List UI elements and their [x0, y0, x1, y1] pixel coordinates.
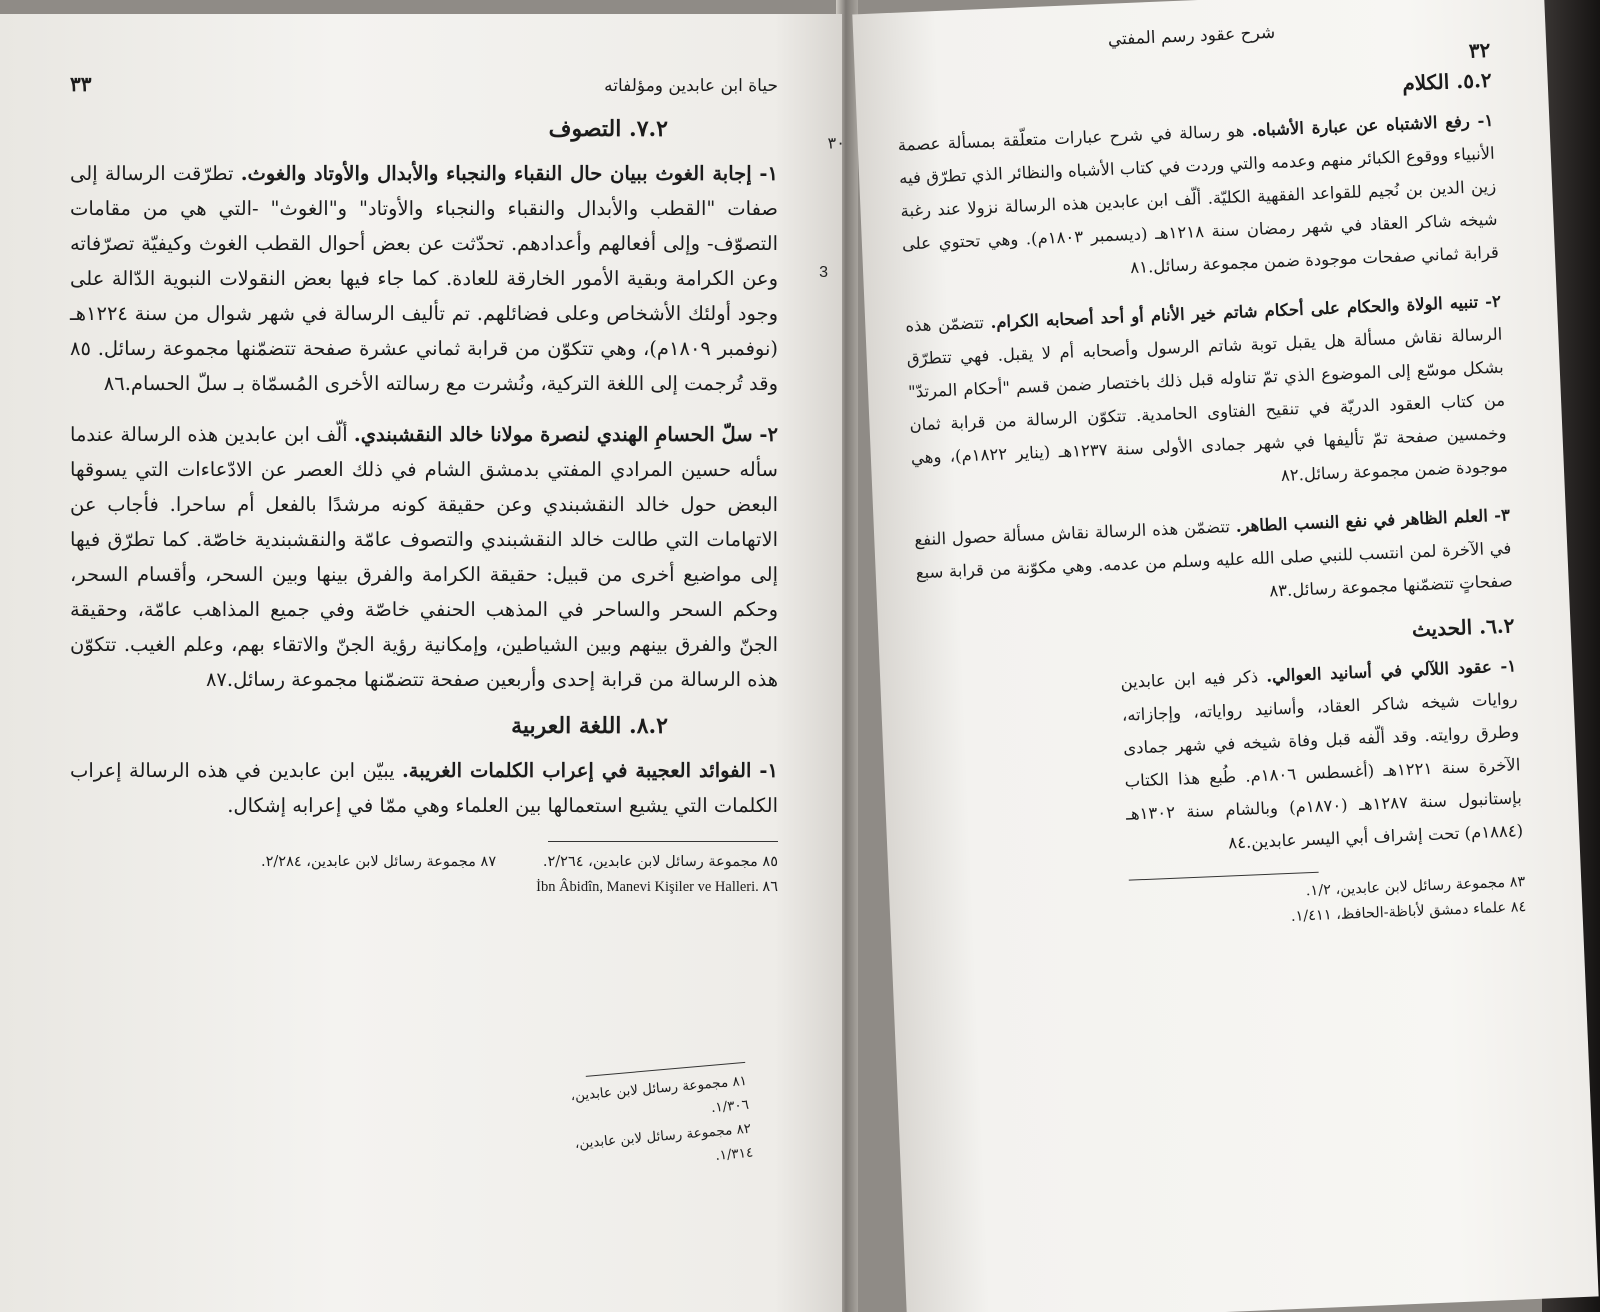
footnotes-column-b — [261, 850, 496, 900]
section-title-arabic: ٨.٢. اللغة العربية — [511, 713, 668, 739]
entry-hadith-1 — [1120, 649, 1524, 863]
right-page-number: ٣٢ — [1468, 37, 1491, 63]
entry-title: ١- إجابة الغوث ببيان حال النقباء والنجباء والأبدال والأوتاد والغوث. — [240, 162, 778, 185]
entry-kalam-2 — [905, 285, 1509, 508]
right-page — [827, 0, 1598, 1312]
footnotes-column-a — [536, 850, 778, 900]
entry-sufism-2 — [70, 417, 778, 697]
footnote-rule — [548, 841, 778, 842]
left-page-number: ٣٣ — [70, 72, 92, 96]
footnote-85: ٨٥ مجموعة رسائل لابن عابدين، ٢/٢٦٤. — [542, 854, 778, 870]
entry-arabic-1 — [70, 753, 778, 823]
right-margin-number: ٣٠ — [827, 134, 846, 153]
footnote-82: ٨٢ مجموعة رسائل لابن عابدين، ١/٣١٤. — [574, 1120, 754, 1164]
entry-title: ٣- العلم الظاهر في نفع النسب الطاهر. — [1235, 505, 1511, 536]
right-side-footnotes — [556, 1062, 754, 1181]
entry-title: ١- رفع الاشتباه عن عبارة الأشباه. — [1251, 110, 1494, 140]
right-running-title: شرح عقود رسم المفتي — [1107, 22, 1276, 50]
entry-kalam-1 — [897, 104, 1499, 294]
entry-body: يبيّن ابن عابدين في هذه الرسالة إعراب الكلمات التي يشيع استعمالها بين العلماء وهي ممّا في إعرابه إشكال. — [70, 759, 778, 817]
section-title-hadith: ٦.٢. الحديث — [1411, 613, 1515, 642]
entry-body: تتضمّن هذه الرسالة نقاش مسألة هل يقبل توبة شاتم الرسول وأصحابه أم لا يقبل. فهي تتطرّق بشكل موسّع إلى الموضوع الذي تمّ تناوله قبل ذلك باختصار ضمن قسم "أحكام المرتدّ" من كتاب العقود الدريّة في تنقيح الفتاوى الحامدية. تتكوّن الرسالة من قرابة ثمان وخمسين صفحة تمّ تأليفها في شهر جمادى الأولى سنة ١٢٣٧هـ (يناير ١٨٢٢م)، وهي موجودة ضمن مجموعة رسائل.٨٢ — [904, 313, 1509, 485]
entry-body: هو رسالة في شرح عبارات متعلّقة بمسألة عصمة الأنبياء ووقوع الكبائر منهم وعدمه والتي وردت في كتاب الأشباه والنظائر الذي تطرّق فيه زين الدين بن نُجيم للقواعد الفقهية الكليّة. ألّف ابن عابدين هذه الرسالة نزولا عند رغبة شيخه شاكر العقاد في شهر رمضان سنة ١٢١٨هـ (ديسمبر ١٨٠٣م). وهي تحتوي على قرابة ثماني صفحات موجودة ضمن مجموعة رسائل.٨١ — [897, 121, 1500, 278]
entry-title: ٢- تنبيه الولاة والحكام على أحكام شاتم خير الأنام أو أحد أصحابه الكرام. — [990, 291, 1502, 332]
footnote-86: İbn Âbidîn, Manevi Kişiler ve Halleri. ٨٦ — [536, 879, 778, 895]
right-footnotes-bottom — [1129, 870, 1527, 937]
entry-title: ١- الفوائد العجيبة في إعراب الكلمات الغريبة. — [401, 759, 779, 782]
left-running-head — [70, 72, 778, 96]
entry-title: ١- عقود اللآلي في أسانيد العوالي. — [1265, 656, 1517, 686]
left-running-title: حياة ابن عابدين ومؤلفاته — [604, 76, 778, 96]
footnote-84: ٨٤ علماء دمشق لأباظة-الحافظ، ١/٤١١. — [1290, 899, 1527, 925]
entry-body: تتضمّن هذه الرسالة نقاش مسألة حصول النفع في الآخرة لمن انتسب للنبي صلى الله عليه وسلم من عدمه. وهي مكوّنة من قرابة سبع صفحاتٍ تتضمّنها مجموعة رسائل.٨٣ — [913, 517, 1513, 601]
entry-tail: ٨٥ وقد تُرجمت إلى اللغة التركية، ونُشرت مع رسالته الأخرى المُسمّاة بـ سلّ الحسام.٨٦ — [70, 337, 778, 395]
entry-title: ٢- سلّ الحسامِ الهندي لنصرة مولانا خالد النقشبندي. — [353, 423, 778, 446]
section-title-kalam: ٥.٢. الكلام — [1401, 67, 1493, 96]
entry-body: تطرّقت الرسالة إلى صفات "القطب والأبدال والنقباء والنجباء والأوتاد" و"الغوث" -التي هي من مقامات التصوّف- وإلى أفعالهم وأعدادهم. تحدّثت عن بعض أحوال القطب الغوث وكيفيّة تصرّفاته وعن الكرامة وبقية الأمور الخارقة للعادة. كما جاء فيها بعض النقولات النبوية الدّالة على وجود أولئك الأشخاص وعلى فضائلهم. تم تأليف الرسالة في شهر شوال من سنة ١٢٢٤هـ (نوفمبر ١٨٠٩م)، وهي تتكوّن من قرابة ثماني عشرة صفحة تتضمّنها مجموعة رسائل. — [70, 162, 779, 360]
entry-body: ألّف ابن عابدين هذه الرسالة عندما سأله حسين المرادي المفتي بدمشق الشام في ذلك العصر عن الادّعاءات التي يسوقها البعض حول خالد النقشبندي وعن حقيقة كونه مرشدًا بالفعل أم ساحرا. فأجاب عن الاتهامات التي طالت خالد النقشبندي والتصوف عامّة والنقشبندية خاصّة. كما تطرّق فيها إلى مواضيع أخرى من قبيل: حقيقة الكرامة والفرق بينها وبين السحر، وأقسام السحر، وحكم السحر والساحر في المذهب الحنفي خاصّة وفي جميع المذاهب عامّة، وحقيقة الجنّ والفرق بينهم وبين الشياطين، وإمكانية رؤية الجنّ والاتقاء بهم، وعلم الغيب. تتكوّن هذه الرسالة من قرابة إحدى وأربعين صفحة تتضمّنها مجموعة رسائل.٨٧ — [70, 423, 778, 691]
entry-sufism-1 — [70, 156, 778, 401]
footnote-83: ٨٣ مجموعة رسائل لابن عابدين، ١/٢. — [1305, 874, 1526, 900]
left-margin-number: 3 — [819, 264, 828, 281]
entry-kalam-3 — [914, 498, 1514, 622]
footnote-87: ٨٧ مجموعة رسائل لابن عابدين، ٢/٢٨٤. — [261, 854, 497, 870]
footnote-81: ٨١ مجموعة رسائل لابن عابدين، ١/٣٠٦. — [570, 1072, 750, 1117]
entry-body: ذكر فيه ابن عابدين روايات شيخه شاكر العقاد، وأسانيد رواياته، وإجازاته، وطرق روايته. وقد ألّفه قبل وفاة شيخه في شهر جمادى الآخرة سنة ١٢٢١هـ (أغسطس ١٨٠٦م. طُبع هذا الكتاب بإستانبول سنة ١٢٨٧هـ (١٨٧٠م) وبالشام سنة ١٣٠٢هـ (١٨٨٤م) تحت إشراف أبي اليسر عابدين.٨٤ — [1120, 667, 1524, 853]
left-footnotes — [70, 850, 778, 900]
section-title-sufism: ٧.٢. التصوف — [548, 116, 668, 142]
